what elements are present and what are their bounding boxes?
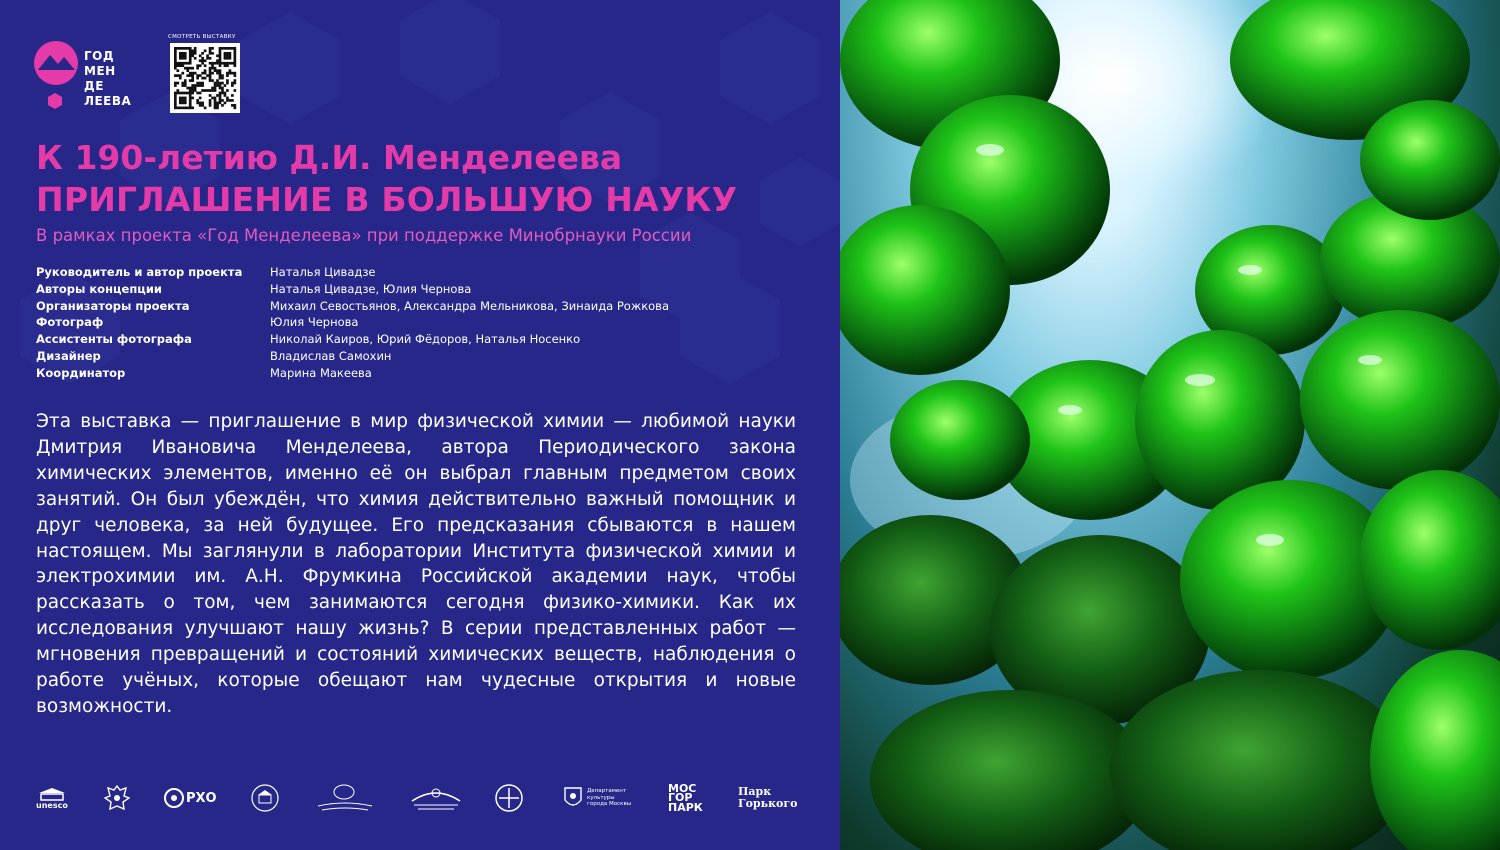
page-title: К 190-летию Д.И. Менделеева [36, 138, 623, 177]
unesco-label: unesco [36, 800, 68, 810]
university-logo-icon [494, 778, 524, 818]
academy-building-icon [250, 778, 280, 818]
credit-role: Дизайнер [36, 348, 101, 363]
moscow-culture-dept-logo [563, 778, 631, 818]
logo-line: ДЕ [84, 79, 104, 93]
credit-role: Авторы концепции [36, 281, 162, 296]
rho-logo-icon [164, 778, 217, 818]
logo-line: МЕН [84, 64, 116, 78]
credit-role: Организаторы проекта [36, 298, 190, 313]
anniversary-logo-icon [314, 778, 376, 818]
mosgorpark-line: ГОР [668, 791, 693, 805]
credit-role: Фотограф [36, 315, 104, 330]
credit-names: Юлия Чернова [270, 315, 359, 330]
exhibition-description: Эта выставка — приглашение в мир физической химии — любимой науки Дмитрия Ивановича Менделеева, автора Периодического закона химических элементов, именно её он выбрал главным предметом своих занятий. Он был убеждён, что химия действительно важный помощник и друг человека, за ней будущее. Его предсказания сбываются в нашем настоящем. Мы заглянули в лаборатории Института физической химии и электрохимии им. А.Н. Фрумкина Российской академии наук, чтобы рассказать о том, чем занимаются сегодня физико-химики. Как их исследования улучшают нашу жизнь? В серии представленных работ — мгновения превращений и состояний химических веществ, наблюдения о работе учёных, которые обещают нам чудесные открытия и новые возможности. [36, 411, 796, 717]
credit-names: Марина Макеева [270, 365, 372, 380]
credit-names: Николай Каиров, Юрий Фёдоров, Наталья Носенко [270, 332, 581, 347]
mosgorpark-logo [668, 778, 703, 818]
credits-list [36, 264, 816, 382]
credit-row [36, 264, 816, 281]
credit-row [36, 365, 816, 382]
crystals-illustration [840, 0, 1500, 850]
mosgorpark-label [668, 781, 703, 814]
credit-names: Наталья Цивадзе [270, 265, 376, 279]
gorky-park-label [738, 786, 797, 810]
culture-dept-line: города Москвы [587, 801, 632, 808]
credit-names: Михаил Севостьянов, Александра Мельникова, Зинаида Рожкова [270, 298, 670, 313]
credit-role: Руководитель и автор проекта [36, 265, 243, 279]
mosgorpark-line: МОС [668, 781, 697, 795]
credit-row [36, 298, 816, 315]
credit-row [36, 281, 816, 298]
partner-logos [36, 778, 806, 818]
gorky-park-logo [738, 778, 797, 818]
logo-line: ГОД [84, 49, 115, 63]
credit-row [36, 314, 816, 331]
mosgorpark-line: ПАРК [668, 800, 703, 814]
page-headline: ПРИГЛАШЕНИЕ В БОЛЬШУЮ НАУКУ [36, 180, 738, 219]
credit-row [36, 348, 816, 365]
credit-names: Наталья Цивадзе, Юлия Чернова [270, 281, 472, 296]
culture-dept-line: культуры [587, 794, 615, 801]
gorky-park-line: Горького [738, 797, 798, 810]
logo-line: ЛЕЕВА [84, 94, 132, 108]
moscow-coat-of-arms-icon [563, 786, 583, 810]
rho-label: РХО [186, 790, 217, 806]
logo-wordmark [84, 49, 131, 109]
culture-dept-line: Департамент [587, 788, 627, 795]
qr-code-icon[interactable] [170, 43, 240, 113]
culture-dept-label [587, 788, 631, 808]
credit-role: Ассистенты фотографа [36, 332, 192, 347]
green-crystals-photo-icon [840, 0, 1500, 850]
science-decade-logo-icon [410, 778, 462, 818]
russian-eagle-emblem-icon [104, 778, 130, 818]
unesco-logo-icon [36, 778, 68, 818]
credit-role: Координатор [36, 365, 126, 380]
credit-names: Владислав Самохин [270, 348, 392, 363]
page-subtitle: В рамках проекта «Год Менделеева» при поддержке Минобрнауки России [36, 226, 692, 245]
gorky-park-line: Парк [738, 785, 772, 798]
credit-row [36, 331, 816, 348]
qr-caption: СМОТРЕТЬ ВЫСТАВКУ [168, 34, 236, 40]
